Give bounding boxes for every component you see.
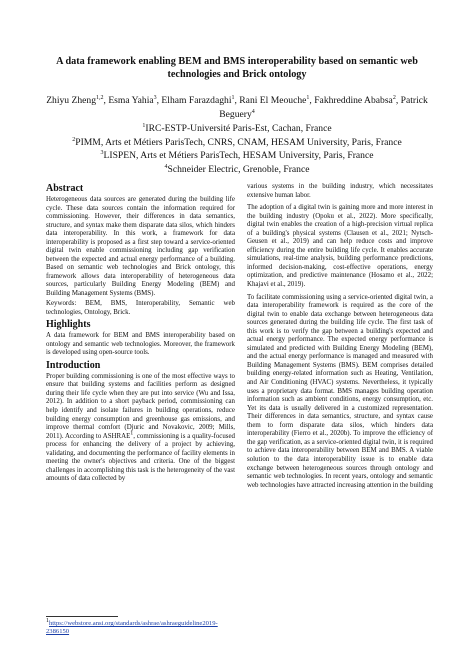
keywords-text: Keywords: BEM, BMS, Interoperability, Semantic web technologies, Ontology, Brick. (46, 300, 235, 316)
author-separator: , (156, 95, 162, 106)
author-name: Patrick Beguery (219, 95, 428, 120)
author-affiliation-marker: 1 (231, 94, 235, 101)
affiliation-number: 4 (164, 163, 168, 170)
affiliation-text: LISPEN, Arts et Métiers ParisTech, HESAM University, Paris, France (103, 150, 374, 161)
footnote-number: 1 (46, 617, 49, 624)
introduction-heading: Introduction (46, 359, 101, 371)
abstract-text: Heterogeneous data sources are generated during the building life cycle. These data sources contain the information required for commissioning. However, their differences in data semantics, structure, and syntax make them disparate data silos, which hinders data interoperability. In this work, a framework for data interoperability is proposed as a first step toward a service-oriented digital twin enable commissioning including gap verification between the expected and actual energy performance of a building. Based on semantic web technologies and Brick ontology, this framework allows data interoperability of heterogeneous data sources, particularly Building Energy Modeling (BEM) and Building Management Systems (BMS). (46, 196, 235, 298)
author-name: Fakhreddine Ababsa (314, 95, 393, 106)
author-affiliation-marker: 1 (306, 94, 310, 101)
author-name: Rani El Meouche (239, 95, 307, 106)
author-separator: , (309, 95, 315, 106)
affiliation-list (30, 122, 444, 176)
abstract-heading: Abstract (46, 183, 84, 194)
author-affiliation-marker: 1,2 (96, 94, 104, 101)
author-name: Elham Farazdaghi (161, 95, 232, 106)
author-affiliation-marker: 4 (251, 108, 255, 115)
affiliation-text: PIMM, Arts et Métiers ParisTech, CNRS, CNAM, HESAM University, Paris, France (75, 136, 402, 148)
body-paragraph: To facilitate commissioning using a service-oriented digital twin, a data interoperability framework is required as the core of the digital twin to enable data exchange between heterogeneous data sources generated during the building life cycle. The first task of this work is to verify the gap between a building's expected and actual energy performance. The expected energy performance is simulated and predicted with Building Energy Modeling (BEM), and the actual energy performance is managed and measured with Building Management Systems (BMS). BEM comprises detailed building energy-related information such as Heating, Ventilation, and Air Conditioning (HVAC) systems. Nevertheless, it typically uses a proprietary data format. BMS manages building operation information such as ambient conditions, energy consumption, etc. Yet its data is usually delivered in a customized representation. Their differences in data semantics, structure, and syntax cause them to form disparate data silos, which hinders data interoperability (Fierro et al., 2020b). To improve the efficiency of the gap verification, as a service-oriented digital twin, it is required to achieve data interoperability between BEM and BMS. A viable solution to the data interoperability issue is to enable data exchange between heterogeneous sources through ontology and semantic web technologies. In recent years, ontology and semantic web technologies have attracted increasing attention in the building (247, 293, 433, 489)
author-name: Zhiyu Zheng (46, 95, 97, 106)
body-paragraph: The adoption of a digital twin is gaining more and more interest in the building industry (Opoku et al., 2022). More specifically, digital twin enables the creation of a high-precision virtual replica of a building's physical systems (Clausen et al., 2021; Nytsch-Geusen et al., 2019) and can help reduce costs and improve efficiency during the entire building life cycle. It enables accurate simulations, real-time analysis, building performance predictions, informed decision-making, cost-effective operations, energy optimization, and predictive maintenance (Hosamo et al., 2022; Khajavi et al., 2019). (247, 204, 433, 289)
author-list (30, 94, 444, 121)
author-separator: , (103, 95, 109, 106)
affiliation-number: 3 (100, 149, 104, 156)
footnote-marker[interactable]: 1 (130, 430, 134, 437)
affiliation-number: 1 (142, 122, 146, 129)
affiliation-number: 2 (72, 136, 76, 143)
highlights-text: A data framework for BEM and BMS interoperability based on ontology and semantic web technologies. Moreover, the framework is developed using open-source tools. (46, 332, 235, 357)
affiliation-line (30, 163, 444, 177)
footnote-link[interactable]: https://webstore.ansi.org/standards/ashrae/ashraeguideline2019-2386150 (46, 620, 218, 636)
highlights-heading: Highlights (46, 319, 91, 331)
right-column (247, 183, 433, 623)
author-affiliation-marker: 3 (153, 94, 157, 101)
author-separator: , (395, 95, 401, 106)
left-column (46, 183, 235, 608)
introduction-text-part1: Proper building commissioning is one of the most effective ways to ensure that building systems and facilities perform as designed during their life cycle when they are put into service (Wu and Issa, 2012). In addition to a short payback period, commissioning can help identify and isolate failures in building operations, reduce building energy consumption and greenhouse gas emissions, and improve thermal comfort (Djuric and Novakovic, 2009; Mills, 2011). According to ASHRAE (46, 372, 235, 440)
footnote (46, 617, 218, 636)
affiliation-line (30, 149, 444, 163)
affiliation-text: IRC-ESTP-Université Paris-Est, Cachan, France (145, 123, 332, 134)
affiliation-line (30, 122, 444, 136)
affiliation-line (30, 136, 444, 150)
author-separator: , (234, 95, 240, 106)
footnote-divider (46, 616, 118, 617)
body-paragraph: various systems in the building industry, which necessitates extensive human labor. (247, 183, 433, 199)
introduction-text-part2: , commissioning is a quality-focused process for enhancing the delivery of a project by achieving, validating, and documenting the performance of facility elements in meeting the owner's objectives and criteria. One of the biggest challenges in accomplishing this task is the heterogeneity of the vast amounts of data collected by (46, 432, 235, 483)
paper-title: A data framework enabling BEM and BMS interoperability based on semantic web technologies and Brick ontology (56, 56, 418, 80)
affiliation-text: Schneider Electric, Grenoble, France (167, 163, 310, 175)
author-affiliation-marker: 2 (392, 94, 396, 101)
introduction-text (46, 373, 235, 484)
author-name: Esma Yahia (108, 95, 154, 106)
